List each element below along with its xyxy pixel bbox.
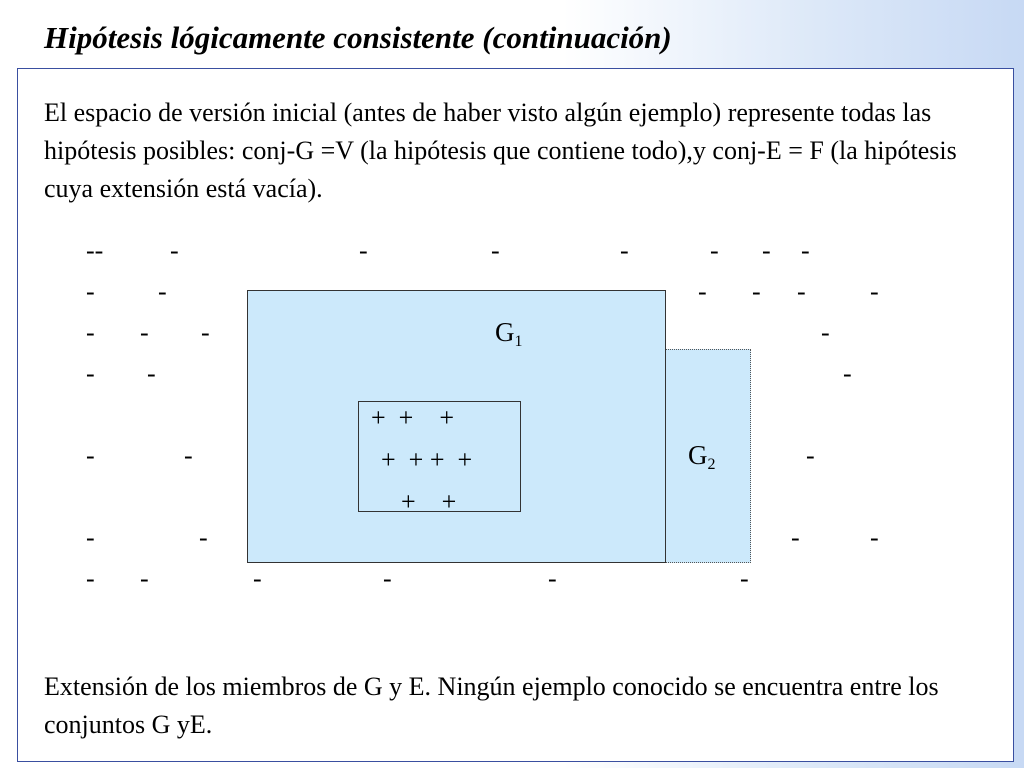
- g1-label: $G_1$: [495, 317, 523, 350]
- g2-label: $G_2$: [688, 440, 716, 473]
- negative-example: -: [740, 564, 749, 593]
- negative-example: -: [147, 359, 156, 388]
- negative-example: -: [199, 523, 208, 552]
- negative-example: -: [821, 318, 830, 347]
- positive-examples-row-3: + +: [401, 487, 457, 516]
- negative-example: -: [170, 236, 179, 265]
- negative-example: -: [752, 277, 761, 306]
- negative-example-double: --: [86, 236, 104, 265]
- negative-example: -: [86, 359, 95, 388]
- negative-example: -: [86, 441, 95, 470]
- caption-paragraph: Extensión de los miembros de G y E. Ningún ejemplo conocido se encuentra entre los conjuntos G yE.: [44, 672, 939, 739]
- negative-example: -: [710, 236, 719, 265]
- negative-example: -: [791, 523, 800, 552]
- negative-example: -: [797, 277, 806, 306]
- negative-example: -: [86, 277, 95, 306]
- negative-example: -: [253, 564, 262, 593]
- negative-example: -: [184, 441, 193, 470]
- negative-example: -: [359, 236, 368, 265]
- g1-boundary-line: [665, 290, 666, 563]
- negative-example: -: [201, 318, 210, 347]
- negative-example: -: [86, 564, 95, 593]
- negative-example: -: [870, 523, 879, 552]
- negative-example: -: [548, 564, 557, 593]
- negative-example: -: [158, 277, 167, 306]
- intro-paragraph: El espacio de versión inicial (antes de haber visto algún ejemplo) represente todas las hipótesis posibles: conj-G =V (la hipótesis que contiene todo),y conj-E = F (la hipótesis cuya extensión está vacía).: [44, 98, 957, 203]
- negative-example: -: [491, 236, 500, 265]
- negative-example: -: [383, 564, 392, 593]
- negative-example: -: [620, 236, 629, 265]
- negative-example: -: [86, 318, 95, 347]
- negative-example: -: [698, 277, 707, 306]
- negative-example: -: [140, 318, 149, 347]
- negative-example: -: [870, 277, 879, 306]
- positive-examples-row-2: + + + +: [381, 445, 473, 474]
- positive-examples-row-1: + + +: [371, 403, 454, 432]
- negative-example: -: [762, 236, 771, 265]
- negative-example: -: [806, 441, 815, 470]
- negative-example: -: [843, 359, 852, 388]
- negative-example: -: [140, 564, 149, 593]
- negative-example: -: [801, 236, 810, 265]
- negative-example: -: [86, 523, 95, 552]
- slide-title: Hipótesis lógicamente consistente (continuación): [44, 20, 672, 55]
